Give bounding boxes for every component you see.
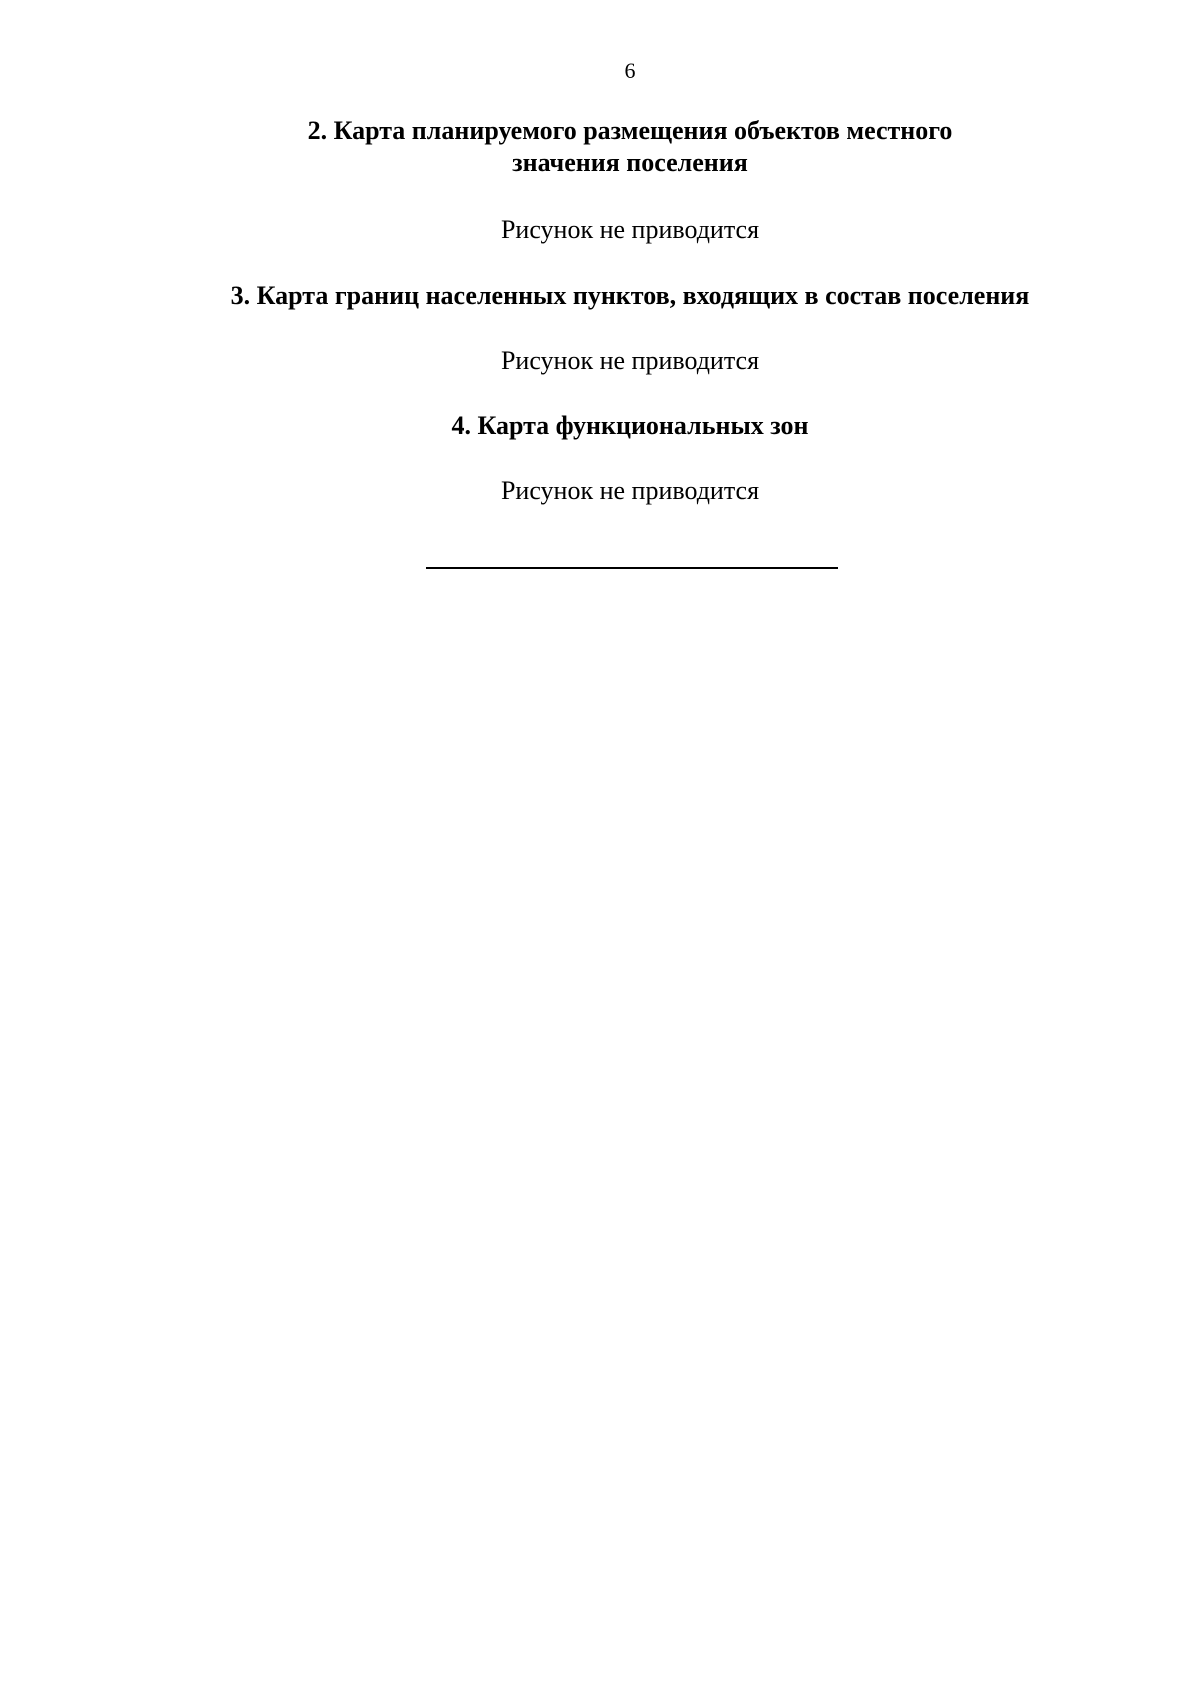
section-heading-2 — [0, 115, 1200, 179]
figure-omitted-note-3: Рисунок не приводится — [500, 346, 760, 375]
figure-omitted-note-4: Рисунок не приводится — [500, 476, 760, 505]
figure-omitted-note-2: Рисунок не приводится — [500, 215, 760, 244]
section-heading-2-line-1: 2. Карта планируемого размещения объектов местного — [307, 116, 953, 145]
section-heading-2-line-2: значения поселения — [512, 148, 748, 177]
section-heading-3: 3. Карта границ населенных пунктов, входящих в состав поселения — [230, 281, 1030, 310]
end-of-document-rule — [426, 567, 838, 569]
page-number: 6 — [624, 58, 636, 83]
section-heading-4: 4. Карта функциональных зон — [451, 411, 809, 440]
